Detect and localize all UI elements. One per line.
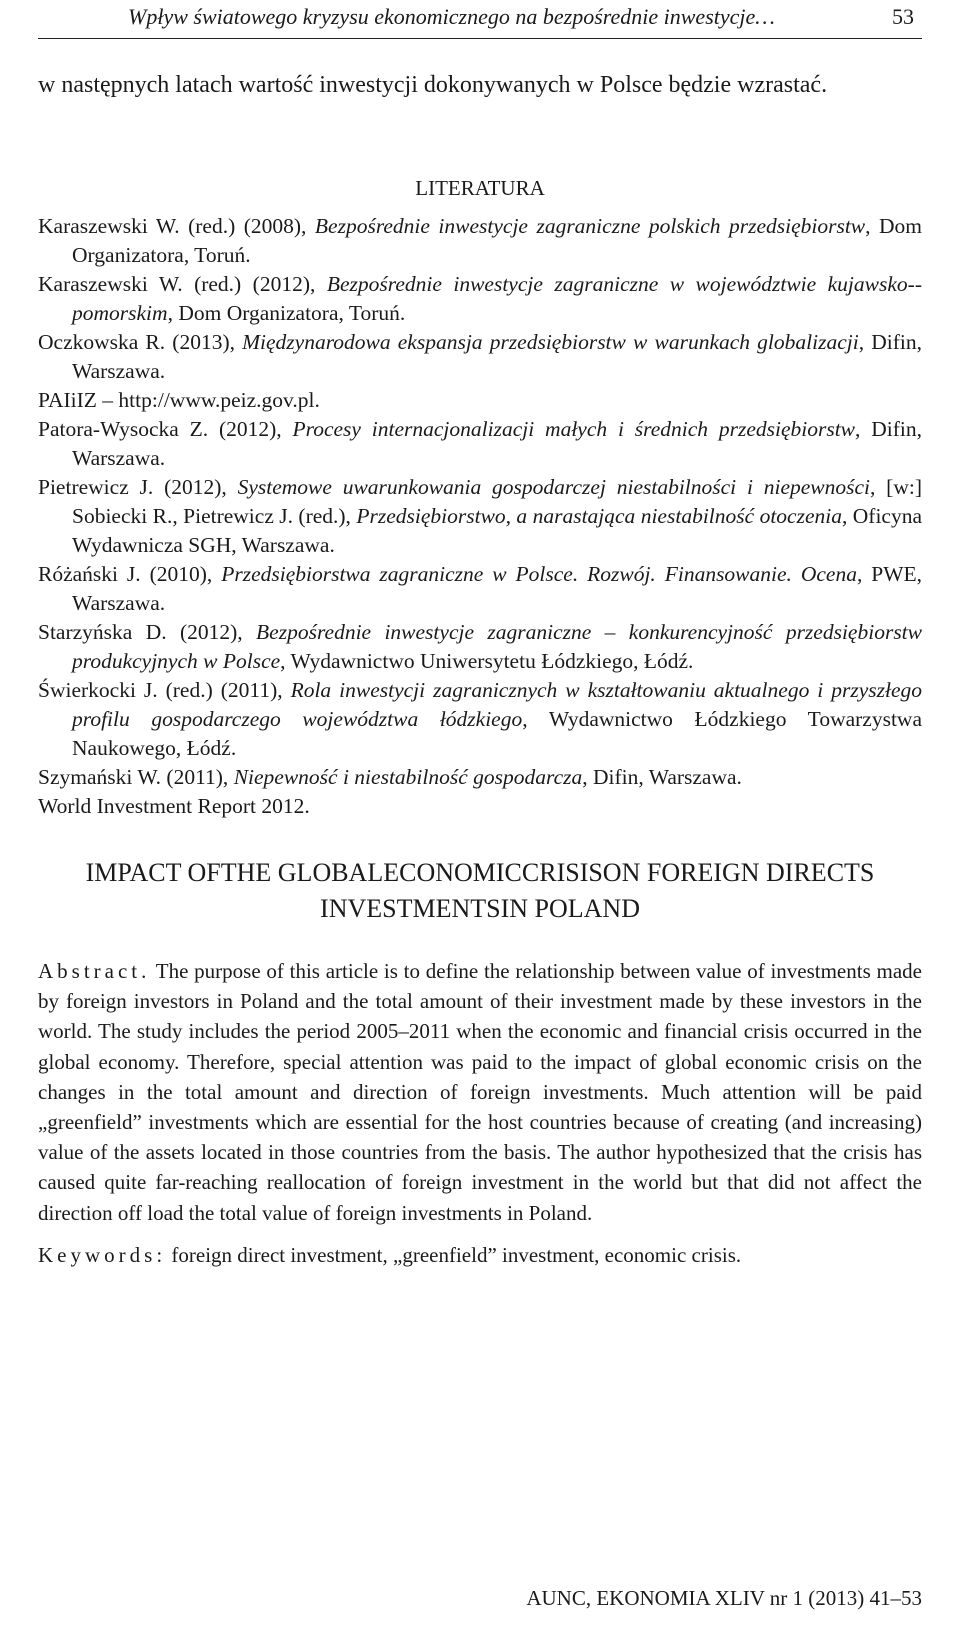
reference-item: Świerkocki J. (red.) (2011), Rola inwestycji zagranicznych w kształtowaniu aktualnego i przyszłego profilu gospodarczego województwa łódzkiego, Wydawnictwo Łódzkiego Towarzystwa Naukowego, Łódź. — [38, 678, 923, 760]
abstract-label: Abstract. — [38, 959, 151, 983]
reference-item: Karaszewski W. (red.) (2012), Bezpośrednie inwestycje zagraniczne w województwie kujawsko--pomorskim, Dom Organizatora, Toruń. — [38, 272, 922, 325]
reference-item: Karaszewski W. (red.) (2008), Bezpośrednie inwestycje zagraniczne polskich przedsiębiorstw, Dom Organizatora, Toruń. — [38, 214, 923, 267]
running-title: Wpływ światowego kryzysu ekonomicznego na bezpośrednie inwestycje… — [128, 4, 775, 29]
reference-item: Różański J. (2010), Przedsiębiorstwa zagraniczne w Polsce. Rozwój. Finansowanie. Ocena, PWE, Warszawa. — [38, 562, 923, 615]
page-number: 53 — [892, 4, 914, 29]
reference-item: Pietrewicz J. (2012), Systemowe uwarunkowania gospodarczej niestabilności i niepewności, [w:] Sobiecki R., Pietrewicz J. (red.), Przedsiębiorstwo, a narastająca niestabilność otoczenia, Oficyna Wydawnicza SGH, Warszawa. — [38, 475, 923, 557]
running-header — [38, 4, 922, 39]
intro-paragraph: w następnych latach wartość inwestycji dokonywanych w Polsce będzie wzrastać. — [38, 72, 828, 98]
journal-footer: AUNC, EKONOMIA XLIV nr 1 (2013) 41–53 — [526, 1586, 922, 1610]
reference-item: Szymański W. (2011), Niepewność i niestabilność gospodarcza, Difin, Warszawa. — [38, 765, 742, 789]
abstract-text: The purpose of this article is to define the relationship between value of investments made by foreign investors in Poland and the total amount of their investment made by these investors in the world. The study includes the period 2005–2011 when the economic and financial crisis occurred in the global economy. Therefore, special attention was paid to the impact of global economic crisis on the changes in the total amount and direction of foreign investments. Much attention will be paid „greenfield” investments which are essential for the host countries because of creating (and increasing) value of the assets located in those countries from the basis. The author hypothesized that the crisis has caused quite far-reaching reallocation of foreign investment in the world but that did not affect the direction off load the total value of foreign investments in Poland. — [38, 959, 922, 1225]
literature-heading: LITERATURA — [415, 176, 545, 200]
reference-item: PAIiIZ – http://www.peiz.gov.pl. — [38, 388, 320, 412]
reference-list — [38, 212, 922, 821]
reference-item: Oczkowska R. (2013), Międzynarodowa ekspansja przedsiębiorstw w warunkach globalizacji, Difin, Warszawa. — [38, 330, 922, 383]
keywords-label: Keywords: — [38, 1243, 167, 1267]
reference-item: Starzyńska D. (2012), Bezpośrednie inwestycje zagraniczne – konkurencyjność przedsiębiorstw produkcyjnych w Polsce, Wydawnictwo Uniwersytetu Łódzkiego, Łódź. — [38, 620, 922, 673]
reference-item: World Investment Report 2012. — [38, 794, 310, 818]
paper-title — [0, 855, 960, 927]
paper-title-line: IMPACT OFTHE GLOBALECONOMICCRISISON FOREIGN DIRECTS — [85, 858, 875, 887]
reference-item: Patora-Wysocka Z. (2012), Procesy internacjonalizacji małych i średnich przedsiębiorstw, Difin, Warszawa. — [38, 417, 922, 470]
keywords-text: foreign direct investment, „greenfield” investment, economic crisis. — [166, 1243, 742, 1267]
keywords — [38, 1240, 922, 1270]
paper-title-line: INVESTMENTSIN POLAND — [320, 894, 640, 923]
abstract — [38, 956, 922, 1228]
